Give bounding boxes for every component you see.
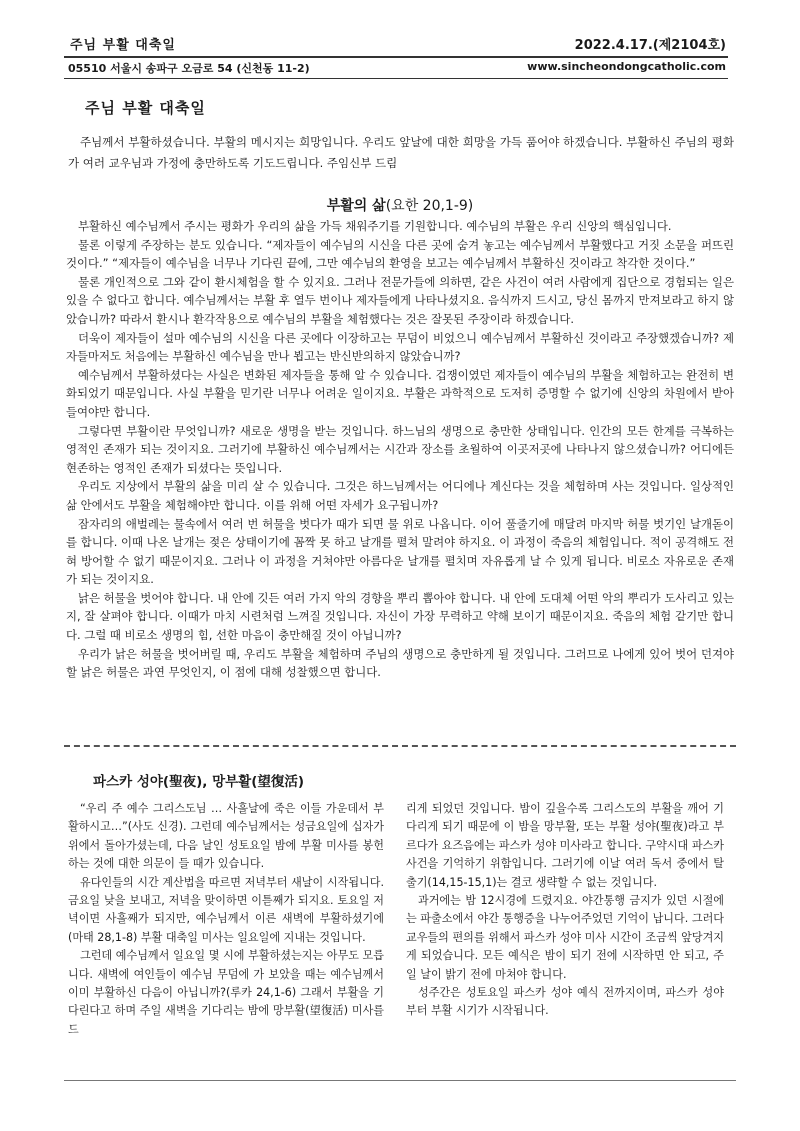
essay-body bbox=[66, 217, 734, 682]
issue-date: 2022.4.17.(제2104호) bbox=[574, 38, 726, 53]
vigil-paragraph: 그런데 예수님께서 일요일 몇 시에 부활하셨는지는 아무도 모릅니다. 새벽에 여인들이 예수님 무덤에 가 보았을 때는 예수님께서 이미 부활하신 다음이 아닙니까?(루카 24,1-6) 그래서 부활을 기다린다고 하며 주일 새벽을 기다리는 밤에 망부활(望復活) 미사를 드 bbox=[68, 949, 384, 1036]
essay-paragraph: 잠자리의 애벌레는 물속에서 여러 번 허물을 벗다가 때가 되면 물 위로 나옵니다. 이어 풀줄기에 매달려 마지막 허물 벗기인 날개돋이를 합니다. 이때 나온 날개는 젖은 상태이기에 꼼짝 못 하고 날개를 펼쳐 말려야 하지요. 이 과정이 죽음의 체험입니다. 적이 공격해도 전혀 방어할 수 없기 때문이지요. 그러나 이 과정을 거쳐야만 아름다운 날개를 펼치며 자유롭게 날 수 있게 됩니다. 비로소 자유로운 존재가 되는 것이지요. bbox=[66, 516, 734, 587]
greeting-paragraph: 주님께서 부활하셨습니다. 부활의 메시지는 희망입니다. 우리도 앞날에 대한 희망을 가득 품어야 하겠습니다. 부활하신 주님의 평화가 여러 교우님과 가정에 충만하도록 기도드립니다. 주임신부 드림 bbox=[68, 135, 734, 170]
essay-paragraph: 예수님께서 부활하셨다는 사실은 변화된 제자들을 통해 알 수 있습니다. 겁쟁이였던 제자들이 예수님의 부활을 체험하고는 완전히 변화되었기 때문입니다. 사실 부활을 믿기란 너무나 어려운 일이지요. 부활은 과학적으로 도저히 증명할 수 없기에 신앙의 차원에서 받아들여야만 합니다. bbox=[66, 367, 734, 419]
address-bar bbox=[64, 56, 728, 79]
vigil-paragraph: 과거에는 밤 12시경에 드렸지요. 야간통행 금지가 있던 시절에는 파출소에서 야간 통행증을 나누어주었던 기억이 납니다. 그러다 교우들의 편의를 위해서 파스카 성야 미사 시간이 조금씩 앞당겨지게 되었습니다. 모든 예식은 밤이 되기 전에 시작하면 안 되고, 주일 날이 밝기 전에 마쳐야 합니다. bbox=[406, 894, 724, 981]
essay-paragraph: 우리가 낡은 허물을 벗어버릴 때, 우리도 부활을 체험하며 주님의 생명으로 충만하게 될 것입니다. 그러므로 나에게 있어 벗어 던져야 할 낡은 허물은 과연 무엇인지, 이 점에 대해 성찰했으면 합니다. bbox=[66, 646, 734, 680]
website-link[interactable]: www.sincheondongcatholic.com bbox=[527, 60, 726, 73]
essay-paragraph: 부활하신 예수님께서 주시는 평화가 우리의 삶을 가득 채워주기를 기원합니다. 예수님의 부활은 우리 신앙의 핵심입니다. bbox=[78, 219, 672, 233]
church-address: 05510 서울시 송파구 오금로 54 (신천동 11-2) bbox=[68, 62, 310, 75]
essay-title-main: 부활의 삶 bbox=[326, 198, 386, 214]
masthead bbox=[64, 30, 728, 58]
vigil-paragraph: 유다인들의 시간 계산법을 따르면 저녁부터 새날이 시작됩니다. 금요일 낮을 보내고, 저녁을 맞이하면 이튿째가 되지요. 토요일 저녁이면 사흘째가 되지만, 예수님께서 이른 새벽에 부활하셨기에(마태 28,1-8) 부활 대축일 미사는 일요일에 지내는 것입니다. bbox=[68, 875, 384, 944]
section-title: 주님 부활 대축일 bbox=[85, 99, 206, 117]
essay-paragraph: 더욱이 제자들이 설마 예수님의 시신을 다른 곳에다 이장하고는 무덤이 비었으니 예수님께서 부활하신 것이라고 주장했겠습니까? 제자들마저도 처음에는 부활하신 예수님을 만나 뵙고는 반신반의하지 않았습니까? bbox=[66, 330, 734, 364]
essay-paragraph: 우리도 지상에서 부활의 삶을 미리 살 수 있습니다. 그것은 하느님께서는 어디에나 계신다는 것을 체험하며 사는 것입니다. 일상적인 삶 안에서도 부활을 체험해야만 합니다. 이를 위해 어떤 자세가 요구됩니까? bbox=[66, 479, 734, 512]
essay-paragraph: 그렇다면 부활이란 무엇입니까? 새로운 생명을 받는 것입니다. 하느님의 생명으로 충만한 상태입니다. 인간의 모든 한계를 극복하는 영적인 존재가 되는 것이지요. 그러기에 부활하신 예수님께서는 시간과 장소를 초월하여 이곳저곳에 나타나지 않으셨습니까? 어디에든 현존하는 영적인 존재가 되셨다는 뜻입니다. bbox=[66, 423, 734, 475]
footer-rule bbox=[64, 1080, 736, 1081]
dashed-divider bbox=[64, 745, 736, 747]
essay-title bbox=[0, 195, 800, 215]
pastor-greeting bbox=[68, 132, 734, 174]
essay-paragraph: 낡은 허물을 벗어야 합니다. 내 안에 깃든 여러 가지 악의 경향을 뿌리 뽑아야 합니다. 내 안에 도대체 어떤 악의 뿌리가 도사리고 있는지, 잘 살펴야 합니다. 이때가 마치 시련처럼 느껴질 것입니다. 자신이 가장 무력하고 약해 보이기 때문이지요. 죽음의 체험 같기만 합니다. 그럴 때 비로소 생명의 힘, 선한 마음이 충만해질 것이 아닙니까? bbox=[66, 590, 734, 643]
vigil-left-column bbox=[68, 800, 384, 1039]
essay-paragraph: 물론 개인적으로 그와 같이 환시체험을 할 수 있지요. 그러나 전문가들에 의하면, 같은 사건이 여러 사람에게 집단으로 경험되는 일은 있을 수 없다고 합니다. 예수님께서는 부활 후 열두 번이나 제자들에게 나타나셨지요. 음식까지 드시고, 당신 몸까지 만져보라고 하지 않았습니까? 따라서 환시나 환각작용으로 예수님의 부활을 체험했다는 것은 잘못된 주장이라 하겠습니다. bbox=[66, 274, 734, 326]
vigil-paragraph: “우리 주 예수 그리스도님 … 사흘날에 죽은 이들 가운데서 부활하시고…”(사도 신경). 그런데 예수님께서는 성금요일에 십자가 위에서 돌아가셨는데, 다음 날인 성토요일 밤에 부활 미사를 봉헌하는 것에 대한 의문이 들 때가 있습니다. bbox=[68, 802, 384, 871]
vigil-continuation: 리게 되었던 것입니다. 밤이 깊을수록 그리스도의 부활을 깨어 기다리게 되기 때문에 이 밤을 망부활, 또는 부활 성야(聖夜)라고 부르다가 요즈음에는 파스카 성야 미사라고 합니다. 구약시대 파스카 사건을 기억하기 위함입니다. 그러기에 이날 여러 독서 중에서 탈출기(14,15-15,1)는 결코 생략할 수 없는 것입니다. bbox=[406, 802, 724, 889]
vigil-right-column bbox=[406, 800, 724, 1021]
vigil-paragraph: 성주간은 성토요일 파스카 성야 예식 전까지이며, 파스카 성야부터 부활 시기가 시작됩니다. bbox=[406, 986, 724, 1018]
essay-title-reference: (요한 20,1-9) bbox=[385, 198, 474, 214]
essay-paragraph: 물론 이렇게 주장하는 분도 있습니다. “제자들이 예수님의 시신을 다른 곳에 숨겨 놓고는 예수님께서 부활했다고 거짓 소문을 퍼뜨린 것이다.” “제자들이 예수님을 너무나 기다린 끝에, 그만 예수님의 환영을 보고는 예수님께서 부활하신 것이라고 착각한 것이다.” bbox=[66, 237, 734, 271]
bulletin-title: 주님 부활 대축일 bbox=[70, 38, 176, 53]
vigil-title: 파스카 성야(聖夜), 망부활(望復活) bbox=[93, 774, 305, 790]
